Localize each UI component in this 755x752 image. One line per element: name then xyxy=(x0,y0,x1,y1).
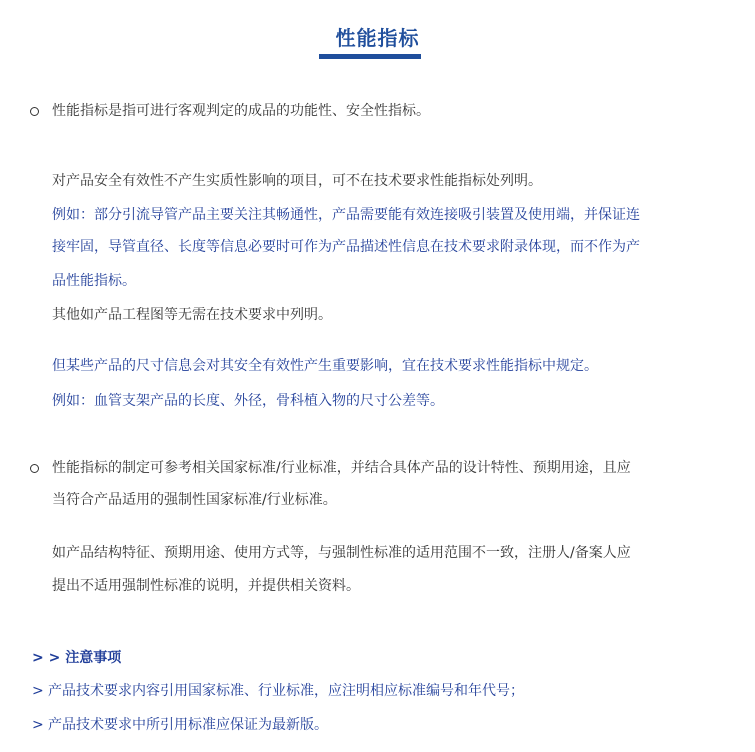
section1-bullet-text: 性能指标是指可进行客观判定的成品的功能性、安全性指标。 xyxy=(52,103,430,119)
section1-example1-line3: 品性能指标。 xyxy=(52,273,136,289)
page-title: 性能指标 xyxy=(335,26,420,50)
bullet-circle-icon xyxy=(30,464,39,473)
note-item-text: 产品技术要求中所引用标准应保证为最新版。 xyxy=(48,717,328,733)
notes-heading: > > 注意事项 xyxy=(32,650,122,666)
section1-paragraph-2: 其他如产品工程图等无需在技术要求中列明。 xyxy=(52,307,332,323)
section1-example1-line2: 接牢固，导管直径、长度等信息必要时可作为产品描述性信息在技术要求附录体现，而不作为产 xyxy=(52,239,640,255)
note-item xyxy=(32,714,328,734)
chevron-right-icon: > xyxy=(32,683,44,699)
note-item xyxy=(32,680,524,700)
section1-example2: 例如：血管支架产品的长度、外径，骨科植入物的尺寸公差等。 xyxy=(52,393,444,409)
section2-paragraph-line1: 如产品结构特征、预期用途、使用方式等，与强制性标准的适用范围不一致，注册人/备案人应 xyxy=(52,545,631,561)
chevron-right-icon: > xyxy=(32,717,44,733)
note-item-text: 产品技术要求内容引用国家标准、行业标准，应注明相应标准编号和年代号； xyxy=(48,683,524,699)
section1-paragraph-1: 对产品安全有效性不产生实质性影响的项目，可不在技术要求性能指标处列明。 xyxy=(52,173,542,189)
section2-bullet-line2: 当符合产品适用的强制性国家标准/行业标准。 xyxy=(52,492,337,508)
bullet-circle-icon xyxy=(30,107,39,116)
section1-example1-line1: 例如：部分引流导管产品主要关注其畅通性，产品需要能有效连接吸引装置及使用端，并保证连 xyxy=(52,207,640,223)
section2-bullet-line1: 性能指标的制定可参考相关国家标准/行业标准，并结合具体产品的设计特性、预期用途，且应 xyxy=(52,460,631,476)
section2-paragraph-line2: 提出不适用强制性标准的说明，并提供相关资料。 xyxy=(52,578,360,594)
title-underline xyxy=(319,54,421,59)
section1-paragraph-3: 但某些产品的尺寸信息会对其安全有效性产生重要影响，宜在技术要求性能指标中规定。 xyxy=(52,358,598,374)
